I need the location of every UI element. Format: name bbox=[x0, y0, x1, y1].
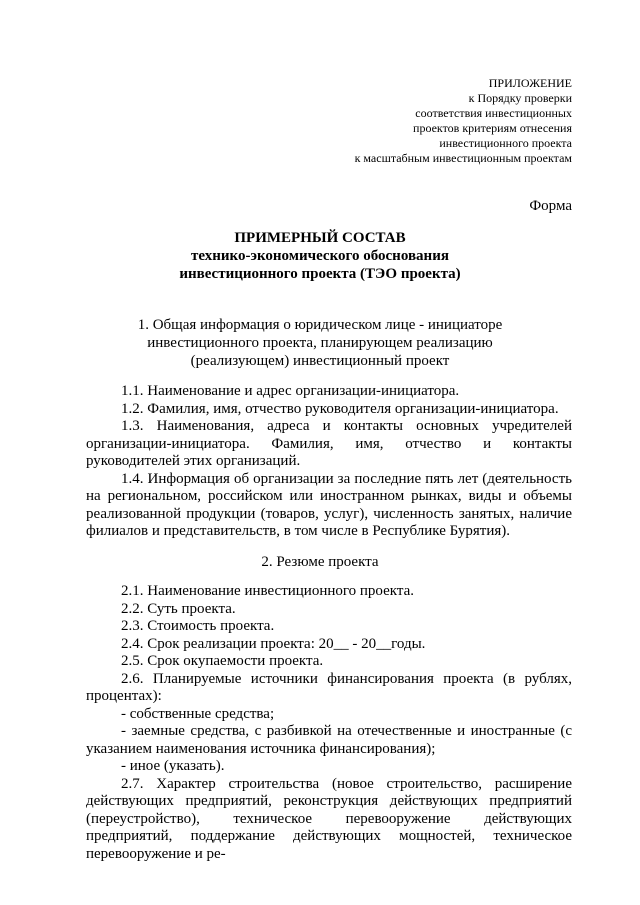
section-heading-line: (реализующем) инвестиционный проект bbox=[190, 353, 450, 369]
section-heading-line: инвестиционного проекта, планирующем реализацию bbox=[147, 335, 493, 351]
appendix-line: ПРИЛОЖЕНИЕ bbox=[488, 76, 572, 90]
paragraph-2-1: 2.1. Наименование инвестиционного проекта. bbox=[121, 583, 415, 599]
appendix-line: соответствия инвестиционных bbox=[415, 106, 572, 120]
appendix-line: инвестиционного проекта bbox=[439, 136, 572, 150]
section-2-body bbox=[86, 583, 572, 863]
appendix-header bbox=[272, 76, 572, 166]
title-line: инвестиционного проекта (ТЭО проекта) bbox=[179, 266, 461, 282]
paragraph-1-4: 1.4. Информация об организации за последние пять лет (деятельность на региональном, российском или иностранном рынках, виды и объемы реализованной продукции (товаров, услуг), численность занятых, наличие филиалов и представительств, в том числе в Республике Бурятия). bbox=[86, 470, 572, 539]
title-line: технико-экономического обоснования bbox=[191, 248, 449, 264]
title-line: ПРИМЕРНЫЙ СОСТАВ bbox=[234, 230, 406, 246]
list-item-borrowed-funds: - заемные средства, с разбивкой на отечественные и иностранные (с указанием наименования источника финансирования); bbox=[86, 723, 572, 757]
form-label: Форма bbox=[529, 198, 572, 214]
paragraph-1-3: 1.3. Наименования, адреса и контакты основных учредителей организации-инициатора. Фамилия, имя, отчество и контакты руководителей этих организаций. bbox=[86, 418, 572, 469]
paragraph-2-4: 2.4. Срок реализации проекта: 20__ - 20__годы. bbox=[121, 635, 426, 652]
paragraph-2-6: 2.6. Планируемые источники финансирования проекта (в рублях, процентах): bbox=[86, 670, 572, 704]
paragraph-2-7: 2.7. Характер строительства (новое строительство, расширение действующих предприятий, реконструкция действующих предприятий (переустройство), техническое перевооружение действующих предприятий, поддержание действующих мощностей, техническое перевооружение и ре- bbox=[86, 775, 572, 862]
appendix-line: проектов критериям отнесения bbox=[413, 121, 572, 135]
paragraph-2-3: 2.3. Стоимость проекта. bbox=[121, 618, 275, 634]
section-2-heading: 2. Резюме проекта bbox=[261, 554, 379, 570]
section-1-body bbox=[86, 383, 572, 541]
paragraph-2-2: 2.2. Суть проекта. bbox=[121, 600, 236, 617]
section-heading-line: 1. Общая информация о юридическом лице - инициаторе bbox=[137, 317, 503, 333]
list-item-own-funds: - собственные средства; bbox=[121, 705, 275, 722]
section-1-heading bbox=[68, 316, 572, 370]
paragraph-1-2: 1.2. Фамилия, имя, отчество руководителя организации-инициатора. bbox=[121, 400, 559, 417]
paragraph-1-1: 1.1. Наименование и адрес организации-инициатора. bbox=[121, 383, 460, 399]
appendix-line: к масштабным инвестиционным проектам bbox=[354, 151, 572, 165]
document-title bbox=[68, 229, 572, 283]
list-item-other: - иное (указать). bbox=[121, 758, 225, 774]
paragraph-2-5: 2.5. Срок окупаемости проекта. bbox=[121, 653, 324, 669]
appendix-line: к Порядку проверки bbox=[468, 91, 572, 105]
